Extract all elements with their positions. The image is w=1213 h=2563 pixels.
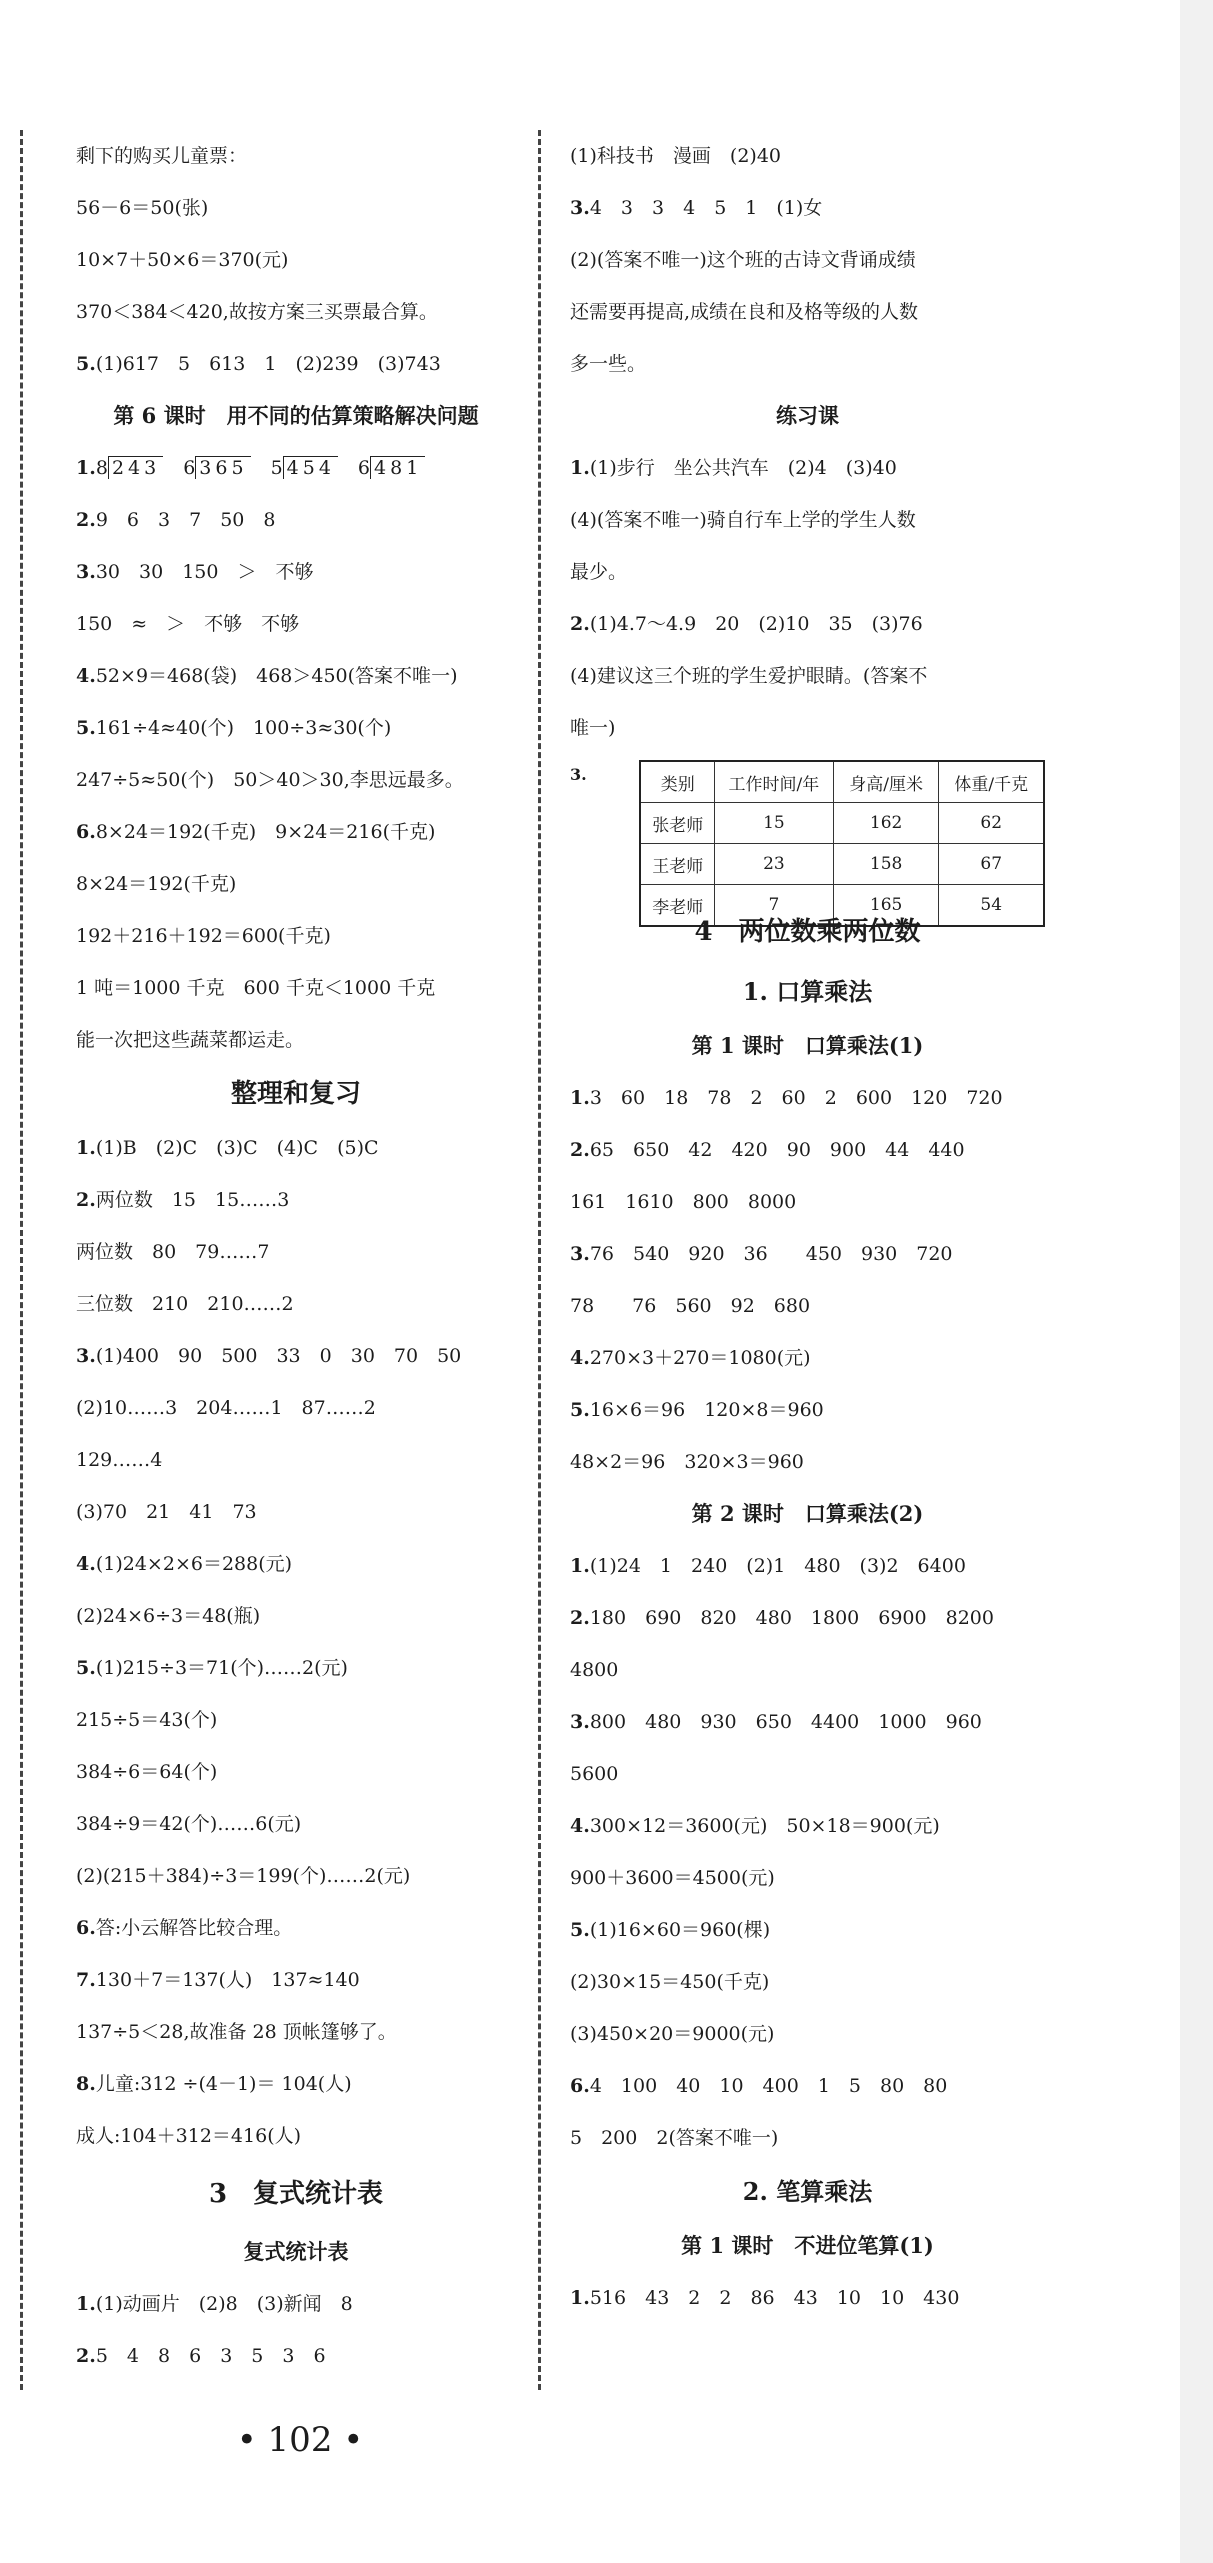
answer-text: 900＋3600＝4500(元) <box>570 1867 775 1889</box>
answer-text: (1)400 90 500 33 0 30 70 50 <box>95 1345 462 1367</box>
question-number: 4. <box>76 1553 96 1575</box>
answer-line <box>570 286 1045 338</box>
answer-line <box>76 494 516 546</box>
answer-line <box>76 1798 516 1850</box>
answer-text: 270×3＋270＝1080(元) <box>589 1347 811 1369</box>
question-number: 1. <box>76 457 96 479</box>
answer-line <box>76 182 516 234</box>
answer-line <box>76 1278 516 1330</box>
divisor: 5 <box>270 457 283 479</box>
answer-text: 两位数 80 79……7 <box>76 1241 270 1263</box>
answer-text: 4 3 3 4 5 1 (1)女 <box>589 197 823 219</box>
answer-text: 300×12＝3600(元) 50×18＝900(元) <box>589 1815 940 1837</box>
table-header-row <box>640 761 1044 803</box>
lesson-heading: 复式统计表 <box>243 2239 349 2264</box>
answer-line <box>570 598 1045 650</box>
answer-text: 成人:104＋312＝416(人) <box>76 2125 302 2147</box>
answer-line <box>570 182 1045 234</box>
long-division <box>271 442 338 494</box>
answer-line <box>570 702 1045 754</box>
dividend: 243 <box>108 456 163 479</box>
answer-text: 1 吨＝1000 千克 600 千克＜1000 千克 <box>76 977 436 999</box>
answer-text: (4)建议这三个班的学生爱护眼睛。(答案不 <box>570 665 928 687</box>
answer-line <box>76 1746 516 1798</box>
answer-text: (1)步行 坐公共汽车 (2)4 (3)40 <box>589 457 897 479</box>
answer-text: (1)24 1 240 (2)1 480 (3)2 6400 <box>589 1555 966 1577</box>
answer-text: 5 4 8 6 3 5 3 6 <box>95 2345 326 2367</box>
page-edge-shade <box>1180 0 1213 2563</box>
answer-line <box>570 338 1045 390</box>
answer-text: (4)(答案不唯一)骑自行车上学的学生人数 <box>570 509 916 531</box>
answer-line <box>76 650 516 702</box>
answer-text: (2)24×6÷3＝48(瓶) <box>76 1605 261 1627</box>
answer-line <box>570 1904 1045 1956</box>
answer-line <box>76 1486 516 1538</box>
answer-line <box>76 1122 516 1174</box>
table-cell: 15 <box>715 803 834 844</box>
answer-line <box>76 546 516 598</box>
table-cell: 62 <box>939 803 1044 844</box>
table-cell: 张老师 <box>640 803 714 844</box>
answer-line <box>76 1014 516 1066</box>
answer-line <box>76 1590 516 1642</box>
answer-text: 剩下的购买儿童票： <box>76 145 248 167</box>
answer-line <box>76 2330 516 2382</box>
table-header-cell: 身高/厘米 <box>833 761 939 803</box>
answer-text: 48×2＝96 320×3＝960 <box>570 1451 804 1473</box>
answer-text: 65 650 42 420 90 900 44 440 <box>589 1139 965 1161</box>
answer-text: (1)617 5 613 1 (2)239 (3)743 <box>95 353 441 375</box>
answer-line <box>570 1176 1045 1228</box>
table-cell: 7 <box>715 885 834 927</box>
table-cell: 23 <box>715 844 834 885</box>
answer-line <box>76 1954 516 2006</box>
divisor: 6 <box>357 457 371 479</box>
answer-line <box>570 1852 1045 1904</box>
center-dashed-divider <box>538 130 541 2390</box>
answer-text: 16×6＝96 120×8＝960 <box>589 1399 824 1421</box>
long-division <box>96 442 163 494</box>
question-number: 4. <box>76 665 96 687</box>
answer-line <box>570 442 1045 494</box>
answer-line <box>76 1850 516 1902</box>
answer-text: (1)4.7～4.9 20 (2)10 35 (3)76 <box>589 613 923 635</box>
answer-line <box>76 754 516 806</box>
answer-table-block <box>570 760 1045 918</box>
table-cell: 158 <box>833 844 939 885</box>
answer-text: 384÷6＝64(个) <box>76 1761 218 1783</box>
answer-line <box>570 2272 1045 2324</box>
table-row <box>640 803 1044 844</box>
section-heading: 2. 笔算乘法 <box>742 2177 873 2206</box>
answer-text: 52×9＝468(袋) 468＞450(答案不唯一) <box>95 665 458 687</box>
answer-line <box>76 806 516 858</box>
answer-line <box>76 286 516 338</box>
table-cell: 165 <box>833 885 939 927</box>
dividend: 365 <box>195 456 250 479</box>
question-number: 2. <box>570 1139 590 1161</box>
left-margin-dashed-line <box>20 130 23 2390</box>
table-cell: 67 <box>939 844 1044 885</box>
question-number: 2. <box>76 1189 96 1211</box>
answer-text: 150 ≈ ＞ 不够 不够 <box>76 613 300 635</box>
answer-text: 247÷5≈50(个) 50＞40＞30,李思远最多。 <box>76 769 464 791</box>
question-number: 6. <box>570 2075 590 2097</box>
table-cell: 54 <box>939 885 1044 927</box>
answer-line <box>570 1072 1045 1124</box>
answer-text: (1)动画片 (2)8 (3)新闻 8 <box>95 2293 353 2315</box>
answer-line <box>570 2112 1045 2164</box>
question-number: 3. <box>570 765 587 784</box>
answer-text: 答:小云解答比较合理。 <box>95 1917 293 1939</box>
answer-text: (1)科技书 漫画 (2)40 <box>570 145 782 167</box>
answer-text: 161÷4≈40(个) 100÷3≈30(个) <box>95 717 392 739</box>
answer-text: 129……4 <box>76 1449 163 1471</box>
table-cell: 王老师 <box>640 844 714 885</box>
question-number: 1. <box>570 2287 590 2309</box>
divisor: 6 <box>183 457 196 479</box>
answer-text: 192＋216＋192＝600(千克) <box>76 925 331 947</box>
lesson-heading: 练习课 <box>776 403 839 428</box>
table-cell: 李老师 <box>640 885 714 927</box>
answer-text: 161 1610 800 8000 <box>570 1191 797 1213</box>
question-number: 3. <box>570 1243 590 1265</box>
answer-text: 还需要再提高,成绩在良和及格等级的人数 <box>570 301 919 323</box>
question-number: 6. <box>76 1917 96 1939</box>
answer-text: (2)(215＋384)÷3＝199(个)……2(元) <box>76 1865 411 1887</box>
answer-text: 儿童:312 ÷(4－1)＝ 104(人) <box>95 2073 352 2095</box>
question-number: 1. <box>570 1555 590 1577</box>
lesson-heading: 第 6 课时 用不同的估算策略解决问题 <box>113 403 479 428</box>
answer-line <box>570 2060 1045 2112</box>
answer-text: 8×24＝192(千克) <box>76 873 237 895</box>
question-number: 3. <box>570 197 590 219</box>
question-number: 7. <box>76 1969 96 1991</box>
question-number: 5. <box>570 1919 590 1941</box>
answer-line <box>570 1124 1045 1176</box>
divisor: 8 <box>95 457 108 479</box>
answer-text: 130＋7＝137(人) 137≈140 <box>95 1969 360 1991</box>
dividend: 481 <box>370 456 425 479</box>
answer-text: 唯一) <box>570 717 616 739</box>
answer-text: (2)(答案不唯一)这个班的古诗文背诵成绩 <box>570 249 916 271</box>
question-number: 4. <box>570 1815 590 1837</box>
answer-text: 137÷5＜28,故准备 28 顶帐篷够了。 <box>76 2021 397 2043</box>
answer-line <box>570 1644 1045 1696</box>
answer-line <box>570 1228 1045 1280</box>
answer-line <box>570 2008 1045 2060</box>
answer-text: 215÷5＝43(个) <box>76 1709 218 1731</box>
question-number: 5. <box>570 1399 590 1421</box>
question-number: 2. <box>570 613 590 635</box>
answer-line <box>76 910 516 962</box>
answer-text: (1)24×2×6＝288(元) <box>95 1553 293 1575</box>
answer-text: 三位数 210 210……2 <box>76 1293 294 1315</box>
answer-line <box>570 1332 1045 1384</box>
answer-line <box>76 2278 516 2330</box>
table-cell: 162 <box>833 803 939 844</box>
answer-line <box>570 1280 1045 1332</box>
answer-line <box>570 546 1045 598</box>
answer-text: 180 690 820 480 1800 6900 8200 <box>589 1607 994 1629</box>
question-number: 1. <box>570 1087 590 1109</box>
question-number: 2. <box>570 1607 590 1629</box>
answer-text: 两位数 15 15……3 <box>95 1189 290 1211</box>
answer-text: 8×24＝192(千克) 9×24＝216(千克) <box>95 821 436 843</box>
table-header-cell: 工作时间/年 <box>715 761 834 803</box>
answer-text: 多一些。 <box>570 353 647 375</box>
unit-heading: 4 两位数乘两位数 <box>694 917 921 947</box>
table-header-cell: 类别 <box>640 761 714 803</box>
answer-line <box>570 1748 1045 1800</box>
answer-line <box>76 2006 516 2058</box>
answer-line <box>570 1384 1045 1436</box>
answer-line <box>76 1382 516 1434</box>
lesson-heading: 第 2 课时 口算乘法(2) <box>691 1501 924 1526</box>
answer-line <box>76 1174 516 1226</box>
answer-line <box>76 1642 516 1694</box>
answer-line <box>570 1800 1045 1852</box>
question-number: 1. <box>570 457 590 479</box>
dividend: 454 <box>283 456 338 479</box>
answer-line <box>76 702 516 754</box>
answer-text: 56－6＝50(张) <box>76 197 209 219</box>
left-column <box>76 130 516 2382</box>
answer-line <box>570 1436 1045 1488</box>
section-heading: 1. 口算乘法 <box>742 977 873 1006</box>
answer-text: (2)10……3 204……1 87……2 <box>76 1397 376 1419</box>
page-number: • 102 • <box>236 2420 364 2460</box>
answer-text: 5 200 2(答案不唯一) <box>570 2127 779 2149</box>
question-number: 5. <box>76 717 96 739</box>
answer-line <box>76 234 516 286</box>
answer-text: 最少。 <box>570 561 628 583</box>
long-division <box>358 442 425 494</box>
question-number: 3. <box>570 1711 590 1733</box>
answer-line <box>76 442 516 494</box>
answer-text: 78 76 560 92 680 <box>570 1295 811 1317</box>
table-row <box>640 844 1044 885</box>
right-column <box>570 130 1045 2324</box>
answer-line <box>76 1434 516 1486</box>
answer-line <box>76 338 516 390</box>
question-number: 4. <box>570 1347 590 1369</box>
question-number: 1. <box>76 2293 96 2315</box>
answer-line <box>76 130 516 182</box>
question-number: 6. <box>76 821 96 843</box>
answer-text: 10×7＋50×6＝370(元) <box>76 249 289 271</box>
answer-line <box>76 1902 516 1954</box>
answer-line <box>570 1956 1045 2008</box>
question-number: 1. <box>76 1137 96 1159</box>
answer-text: 30 30 150 ＞ 不够 <box>95 561 314 583</box>
unit-heading: 3 复式统计表 <box>208 2179 384 2209</box>
lesson-heading: 第 1 课时 不进位笔算(1) <box>681 2233 934 2258</box>
answer-line <box>76 1538 516 1590</box>
review-heading: 整理和复习 <box>230 1079 361 1109</box>
answer-line <box>570 234 1045 286</box>
answer-text: 能一次把这些蔬菜都运走。 <box>76 1029 305 1051</box>
answer-text: 3 60 18 78 2 60 2 600 120 720 <box>589 1087 1003 1109</box>
answer-line <box>570 1540 1045 1592</box>
answer-line <box>76 1694 516 1746</box>
question-number: 5. <box>76 353 96 375</box>
table-header-cell: 体重/千克 <box>939 761 1044 803</box>
answer-line <box>76 598 516 650</box>
answer-text: 384÷9＝42(个)……6(元) <box>76 1813 302 1835</box>
answer-text: 800 480 930 650 4400 1000 960 <box>589 1711 982 1733</box>
answer-line <box>570 130 1045 182</box>
answer-line <box>570 494 1045 546</box>
answer-text: 4 100 40 10 400 1 5 80 80 <box>589 2075 948 2097</box>
answer-text: (2)30×15＝450(千克) <box>570 1971 770 1993</box>
answer-text: (1)215÷3＝71(个)……2(元) <box>95 1657 348 1679</box>
answer-text: 9 6 3 7 50 8 <box>95 509 276 531</box>
answer-line <box>76 1226 516 1278</box>
answer-text: (3)70 21 41 73 <box>76 1501 257 1523</box>
answer-line <box>570 1592 1045 1644</box>
answer-text: 76 540 920 36 450 930 720 <box>589 1243 953 1265</box>
answer-line <box>570 1696 1045 1748</box>
answer-text: (3)450×20＝9000(元) <box>570 2023 775 2045</box>
answer-line <box>76 962 516 1014</box>
long-division <box>183 442 250 494</box>
answer-text: 516 43 2 2 86 43 10 10 430 <box>589 2287 960 2309</box>
answer-line <box>76 2110 516 2162</box>
answer-text: (1)16×60＝960(棵) <box>589 1919 771 1941</box>
question-number: 3. <box>76 561 96 583</box>
question-number: 8. <box>76 2073 96 2095</box>
question-number: 3. <box>76 1345 96 1367</box>
answer-line <box>570 650 1045 702</box>
answer-line <box>76 1330 516 1382</box>
answer-text: 370＜384＜420,故按方案三买票最合算。 <box>76 301 438 323</box>
question-number: 2. <box>76 2345 96 2367</box>
question-number: 5. <box>76 1657 96 1679</box>
answer-text: 4800 <box>570 1659 619 1681</box>
answer-text: 5600 <box>570 1763 619 1785</box>
answer-text: (1)B (2)C (3)C (4)C (5)C <box>95 1137 379 1159</box>
answer-line <box>76 2058 516 2110</box>
lesson-heading: 第 1 课时 口算乘法(1) <box>691 1033 924 1058</box>
answer-line <box>76 858 516 910</box>
question-number: 2. <box>76 509 96 531</box>
